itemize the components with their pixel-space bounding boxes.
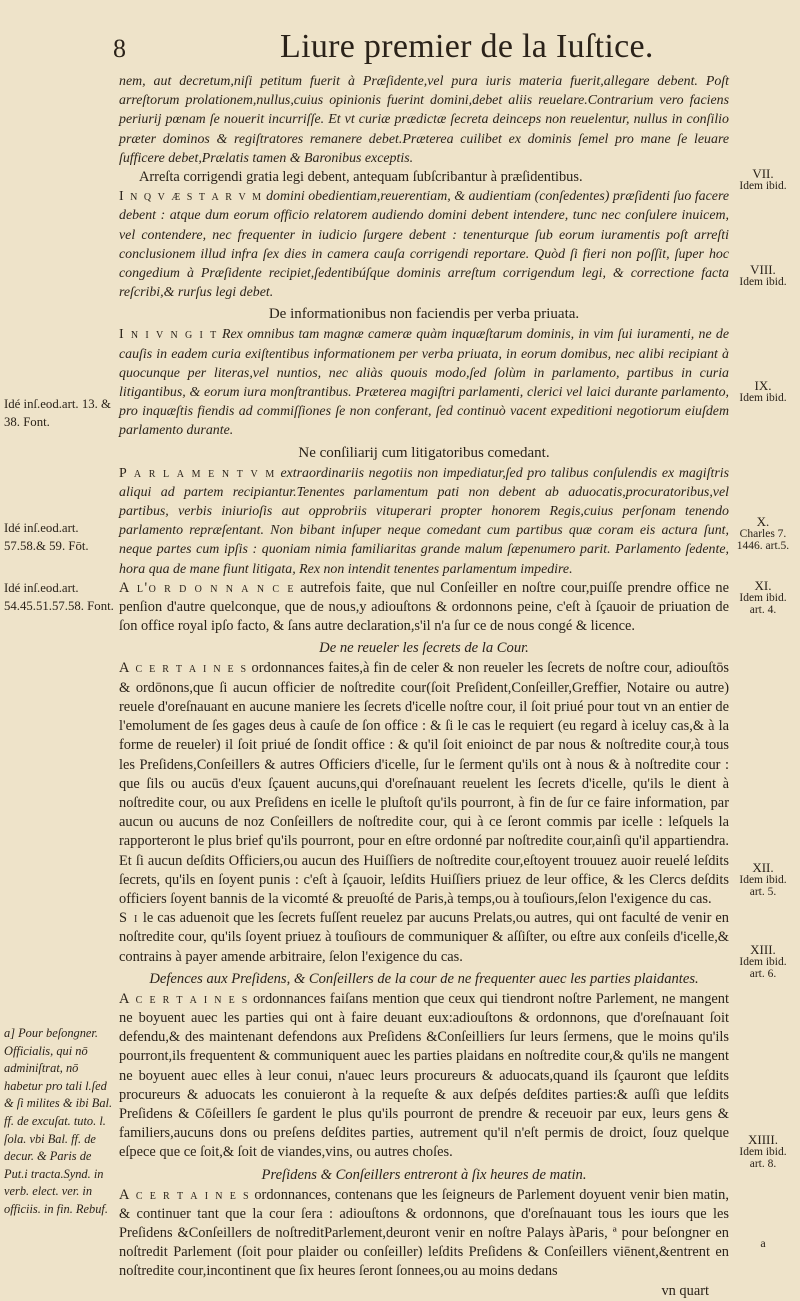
margin-note-right xyxy=(733,944,793,980)
paragraph-text: le cas aduenoit que les ſecrets fuſſent reuelez par aucuns Prelats,ou autres, qui ont faculté de venir en noſtredite cour, qu'ils ſoyent priuez à touſiours de communiquer & aſſiſter, ou eſtre aux conſeils d'icelle,& contrains à payer amende arbitraire, ſelon l'exigence du cas. xyxy=(119,910,729,965)
page-number: 8 xyxy=(113,34,126,63)
paragraph xyxy=(119,168,729,187)
margin-note-left: Idé inſ.eod.art. 57.58.& 59. Fōt. xyxy=(4,521,89,553)
margin-note-label: VII. xyxy=(752,166,774,181)
margin-note-label: XI. xyxy=(754,578,772,593)
paragraph-lead: I n i v n g i t xyxy=(119,327,218,343)
paragraph-text: autrefois faite, que nul Conſeiller en noſtre cour,puiſſe prendre office ne penſion d'autre quelconque, que de nous,y adiouſtons & ordonnons peine, c'eſt à ſçauoir de priuation de ſon office royal ipſo facto, & ſans autre declaration,s'il n'a ſur ce de nous congé & licence. xyxy=(119,579,729,635)
paragraph xyxy=(119,579,729,637)
paragraph-text: extraordinariis negotiis non impediatur,ſed pro talibus conſulendis ex magiſtris aliqui ad partem recipiantur.Tenentes parlamentum pati non debent ab aduocatis,procuratoribus,vel partibus, verbis iniurioſis aut opprobriis vituperari propter honorem Regis,cuius perſonam tenendo parlamento repræſentant. Non bibant inſuper neque comedant cum partibus quæ coram eis actura ſunt, neque partes cum ipſis : quoniam nimia familiaritas grande malum ſæpenumero parit. Parlamento ſedente, hora qua de mane fiunt litigata, Rex non intendit tenentes parlamentum impedire. xyxy=(119,465,729,577)
margin-note-label: X. xyxy=(756,514,770,529)
paragraph-text: Arreſta corrigendi gratia legi debent, antequam ſubſcribantur à præſidentibus. xyxy=(139,169,583,186)
paragraph-text: Rex omnibus tam magnæ cameræ quàm inquæſtarum dominis, in vim ſui iuramenti, ne de cauſis in eadem curia exiſtentibus informationem per verba priuata, in eorum domibus, nec alibi recipiant à quocunque per literas,vel nuntios, nec aliàs quouis modo,ſed ſolùm in parlamento, partibus in curia litigantibus, & eorum iura monſtrantibus. Præterea magiſtri parlamenti, clerici vel laici durante parlamento, pro inquæſtis fiendis ad commiſſiones ſe non conferant, ſed continuò vacent expeditioni negotiorum eiuſdem parlamento durante. xyxy=(119,327,729,439)
paragraph xyxy=(119,909,729,967)
margin-note-ref: Idem ibid. art. 6. xyxy=(739,956,787,980)
paragraph xyxy=(119,990,729,1163)
margin-note-ref: Idem ibid. xyxy=(739,276,787,288)
paragraph xyxy=(119,659,729,909)
side-letter-a: a xyxy=(760,1236,766,1250)
paragraph-text: nem, aut decretum,niſi petitum fuerit à Præſidente,vel pura iuris materia fuerit,allegare debent. Poſt arreſtorum prolationem,nullus,cuius opinionis fuerint domini,debet aliis reuelare.Contrarium vero faciens periurij pœnam ſe nouerit incurriſſe. Et vt curiæ prædictæ ſecreta deinceps non reuelentur, nullus in conſilio præter dominos & regiſtratores remanere debet.Præterea cuilibet ex dominis ſemel pro mane ſe leuare ſufficere debet,Prælatis tamen & Baronibus exceptis. xyxy=(119,74,729,166)
margin-note-right xyxy=(733,380,793,404)
paragraph-lead: I n q v æ s t a r v m xyxy=(119,189,263,205)
margin-note-right xyxy=(733,516,793,552)
section-heading: Ne conſiliarij cum litigatoribus comedant. xyxy=(298,444,550,461)
paragraph-text: domini obedientiam,reuerentiam, & audientiam (conſedentes) præſidenti ſuo facere debent : atque dum eorum officio relatorem audiendo domini debent intendere, tunc nec conſulere inuicem, vel contendere, nec frequenter in iudicio ſurgere debent : tenenturque ſub eorum iuramentis poſt arreſti conclusionem illud infra ſex dies in camera cauſa corrigendi reportare. Quòd ſi fieri non poſſit, ſuper hoc congedium à Præſidente recipiet,ſedentibúſque dominis arreſtum corrigendum legi, & correctione facta reſcribi,& rurſus legi debet. xyxy=(119,189,730,301)
margin-note-ref: Idem ibid. art. 8. xyxy=(739,1146,787,1170)
margin-note-label: XIIII. xyxy=(748,1132,778,1147)
catchword: vn quart xyxy=(661,1282,709,1299)
paragraph-lead: A c e r t a i n e s xyxy=(119,1186,251,1203)
margin-note-right xyxy=(733,168,793,192)
paragraph xyxy=(119,325,729,440)
paragraph-text: ordonnances faites,à fin de celer & non reueler les ſecrets de noſtre cour, adiouſtōs & ordōnons,que ſi aucun officier de noſtredite cour(ſoit Preſident,Conſeiller,Greffier, Notaire ou autre) reuele d'oreſnauant en aucune maniere les ſecrets d'icelle noſtre cour, il ſoit priué pour tout vn an entier de l'emolument de ſes gages deus à cauſe de ſon office : & ſi le cas le requiert (eu regard à iceluy cas,& à la forme de reueler) il ſoit priué de ſondit office : & qu'il ſoit enioinct de par nous & noſtredite cour,à tous les Preſidens,Conſeillers & autres Officiers d'icelle, ſur le ſerment qu'ils ont à nous & à noſtredite cour : que ſils ou aucūs d'eux ſçauent aucuns,qui d'oreſnauant reuelent les ſecrets d'icelle, qu'ils le dient à noſtredite cour, ou aux Preſidens en icelle le pluſtoſt qu'ils pourront, à fin de ſur ce faire information, par aucun ou aucuns de noz Conſeillers de noſtredite cour, qui à ce ſeront commis par icelle : leſquels la rapporteront le plus brief qu'ils pourront, pour en eſtre ordonné par noſtredite cour,ainſi qu'il appartiendra. Et ſi aucun deſdits Officiers,ou aucun des Huiſſiers de noſtredite cour,eſtoyent trouuez auoir reuelé leſdits ſecrets, qu'ils en ſoyent punis : c'eſt à ſçauoir, leſdits Huiſſiers priuez de leur office, & les Clercs deſdits officiers ſoyent bannis de la vicomté & preuoſté de Paris,à temps,ou à touſiours,ſelon l'exigence du cas. xyxy=(119,660,729,907)
paragraph-lead: A c e r t a i n e s xyxy=(119,990,249,1007)
margin-note-label: XIII. xyxy=(750,942,776,957)
paragraph xyxy=(119,187,729,302)
paragraph-lead: S i xyxy=(119,910,139,927)
margin-note-right xyxy=(733,862,793,898)
paragraph xyxy=(119,1186,729,1282)
section-heading: De ne reueler les ſecrets de la Cour. xyxy=(319,640,529,657)
paragraph-lead: A l'o r d o n n a n c e xyxy=(119,579,295,596)
margin-note-right xyxy=(733,1134,793,1170)
section-heading: Preſidens & Conſeillers entreront à ſix heures de matin. xyxy=(261,1166,587,1183)
margin-note-right xyxy=(733,264,793,288)
section-heading: Defences aux Preſidens, & Conſeillers de la cour de ne frequenter auec les parties plaidantes. xyxy=(149,970,699,987)
margin-note-ref: Idem ibid. art. 4. xyxy=(739,592,787,616)
paragraph xyxy=(119,72,729,168)
paragraph-lead: P a r l a m e n t v m xyxy=(119,465,276,481)
margin-note-ref: Idem ibid. art. 5. xyxy=(739,874,787,898)
paragraph-text: ordonnances faiſans mention que ceux qui tiendront noſtre Parlement, ne mangent ne boyuent auec les parties qui ont à faire deuant eux:adiouſtons & ordonnons, que d'oreſnauant ſoit defendu,& des maintenant defendons aux Preſidens &Conſeilliers ſur leurs ſermens, que le moins qu'ils pourront,ils frequentent & communiquent auec les parties plaidans en noſtredite cour,& qu'ils ne mangent ne boyuent auec elles à leur conui, n'auec leurs procureurs & aduocats,quand ils ſçauront que leſdits procureurs & aduocats les conuieront à la requeſte & aux deſpés deſdites parties:& auſſi que leſdits Preſidens & Cōſeillers ſe gardent le plus qu'ils pourront de prendre & receuoir par eux, leurs gens & familiers,aucuns dons ou preſens deſdites parties, autrement qu'il n'eſt permis de droict, ſouz quelque eſpece que ce ſoit,& ſoit de viandes,vins, ou autres choſes. xyxy=(119,990,729,1161)
margin-note-ref: Charles 7. 1446. art.5. xyxy=(736,528,790,552)
section-heading: De informationibus non faciendis per verba priuata. xyxy=(268,306,580,323)
paragraph xyxy=(119,464,729,579)
margin-note-left: Idé inſ.eod.art. 13. & 38. Font. xyxy=(4,397,111,429)
running-title: Liure premier de la Iuſtice. xyxy=(280,28,654,65)
margin-note-label: XII. xyxy=(752,860,774,875)
paragraph-lead: A c e r t a i n e s xyxy=(119,660,248,677)
margin-note-ref: Idem ibid. xyxy=(739,180,787,192)
margin-note-left: Idé inſ.eod.art. 54.45.51.57.58. Font. xyxy=(4,581,114,613)
margin-note-label: VIII. xyxy=(750,262,776,277)
main-text-block xyxy=(119,72,729,1301)
paragraph-text: ordonnances, contenans que les ſeigneurs de Parlement doyuent venir bien matin, & continuer tant que la cour ſera : adiouſtons & ordonnons, que d'oreſnauant tous les iours que les Preſidens &Conſeillers de noſtreditParlement,deuront venir en noſtre Palays àParis, ª pour beſongner en noſtredit Parlement (ſoit pour plaider ou conſeiller) leſdits Preſidens & Conſeillers viēnent,&entrent en noſtredite cour,incontinent que ſix heures ſeront ſonnees,ou au moins dedans xyxy=(119,1186,729,1280)
margin-note-left: a] Pour beſongner. Officialis, qui nō adminiſtrat, nō habetur pro tali l.ſed & ſi milites & ibi Bal. ff. de excuſat. tuto. l. ſola. vbi Bal. ff. de decur. & Paris de Put.i tracta.Synd. in verb. elect. ver. in officiis. in fin. Rebuf. xyxy=(4,1026,113,1216)
margin-note-label: IX. xyxy=(754,378,772,393)
margin-note-right xyxy=(733,580,793,616)
margin-note-ref: Idem ibid. xyxy=(739,392,787,404)
